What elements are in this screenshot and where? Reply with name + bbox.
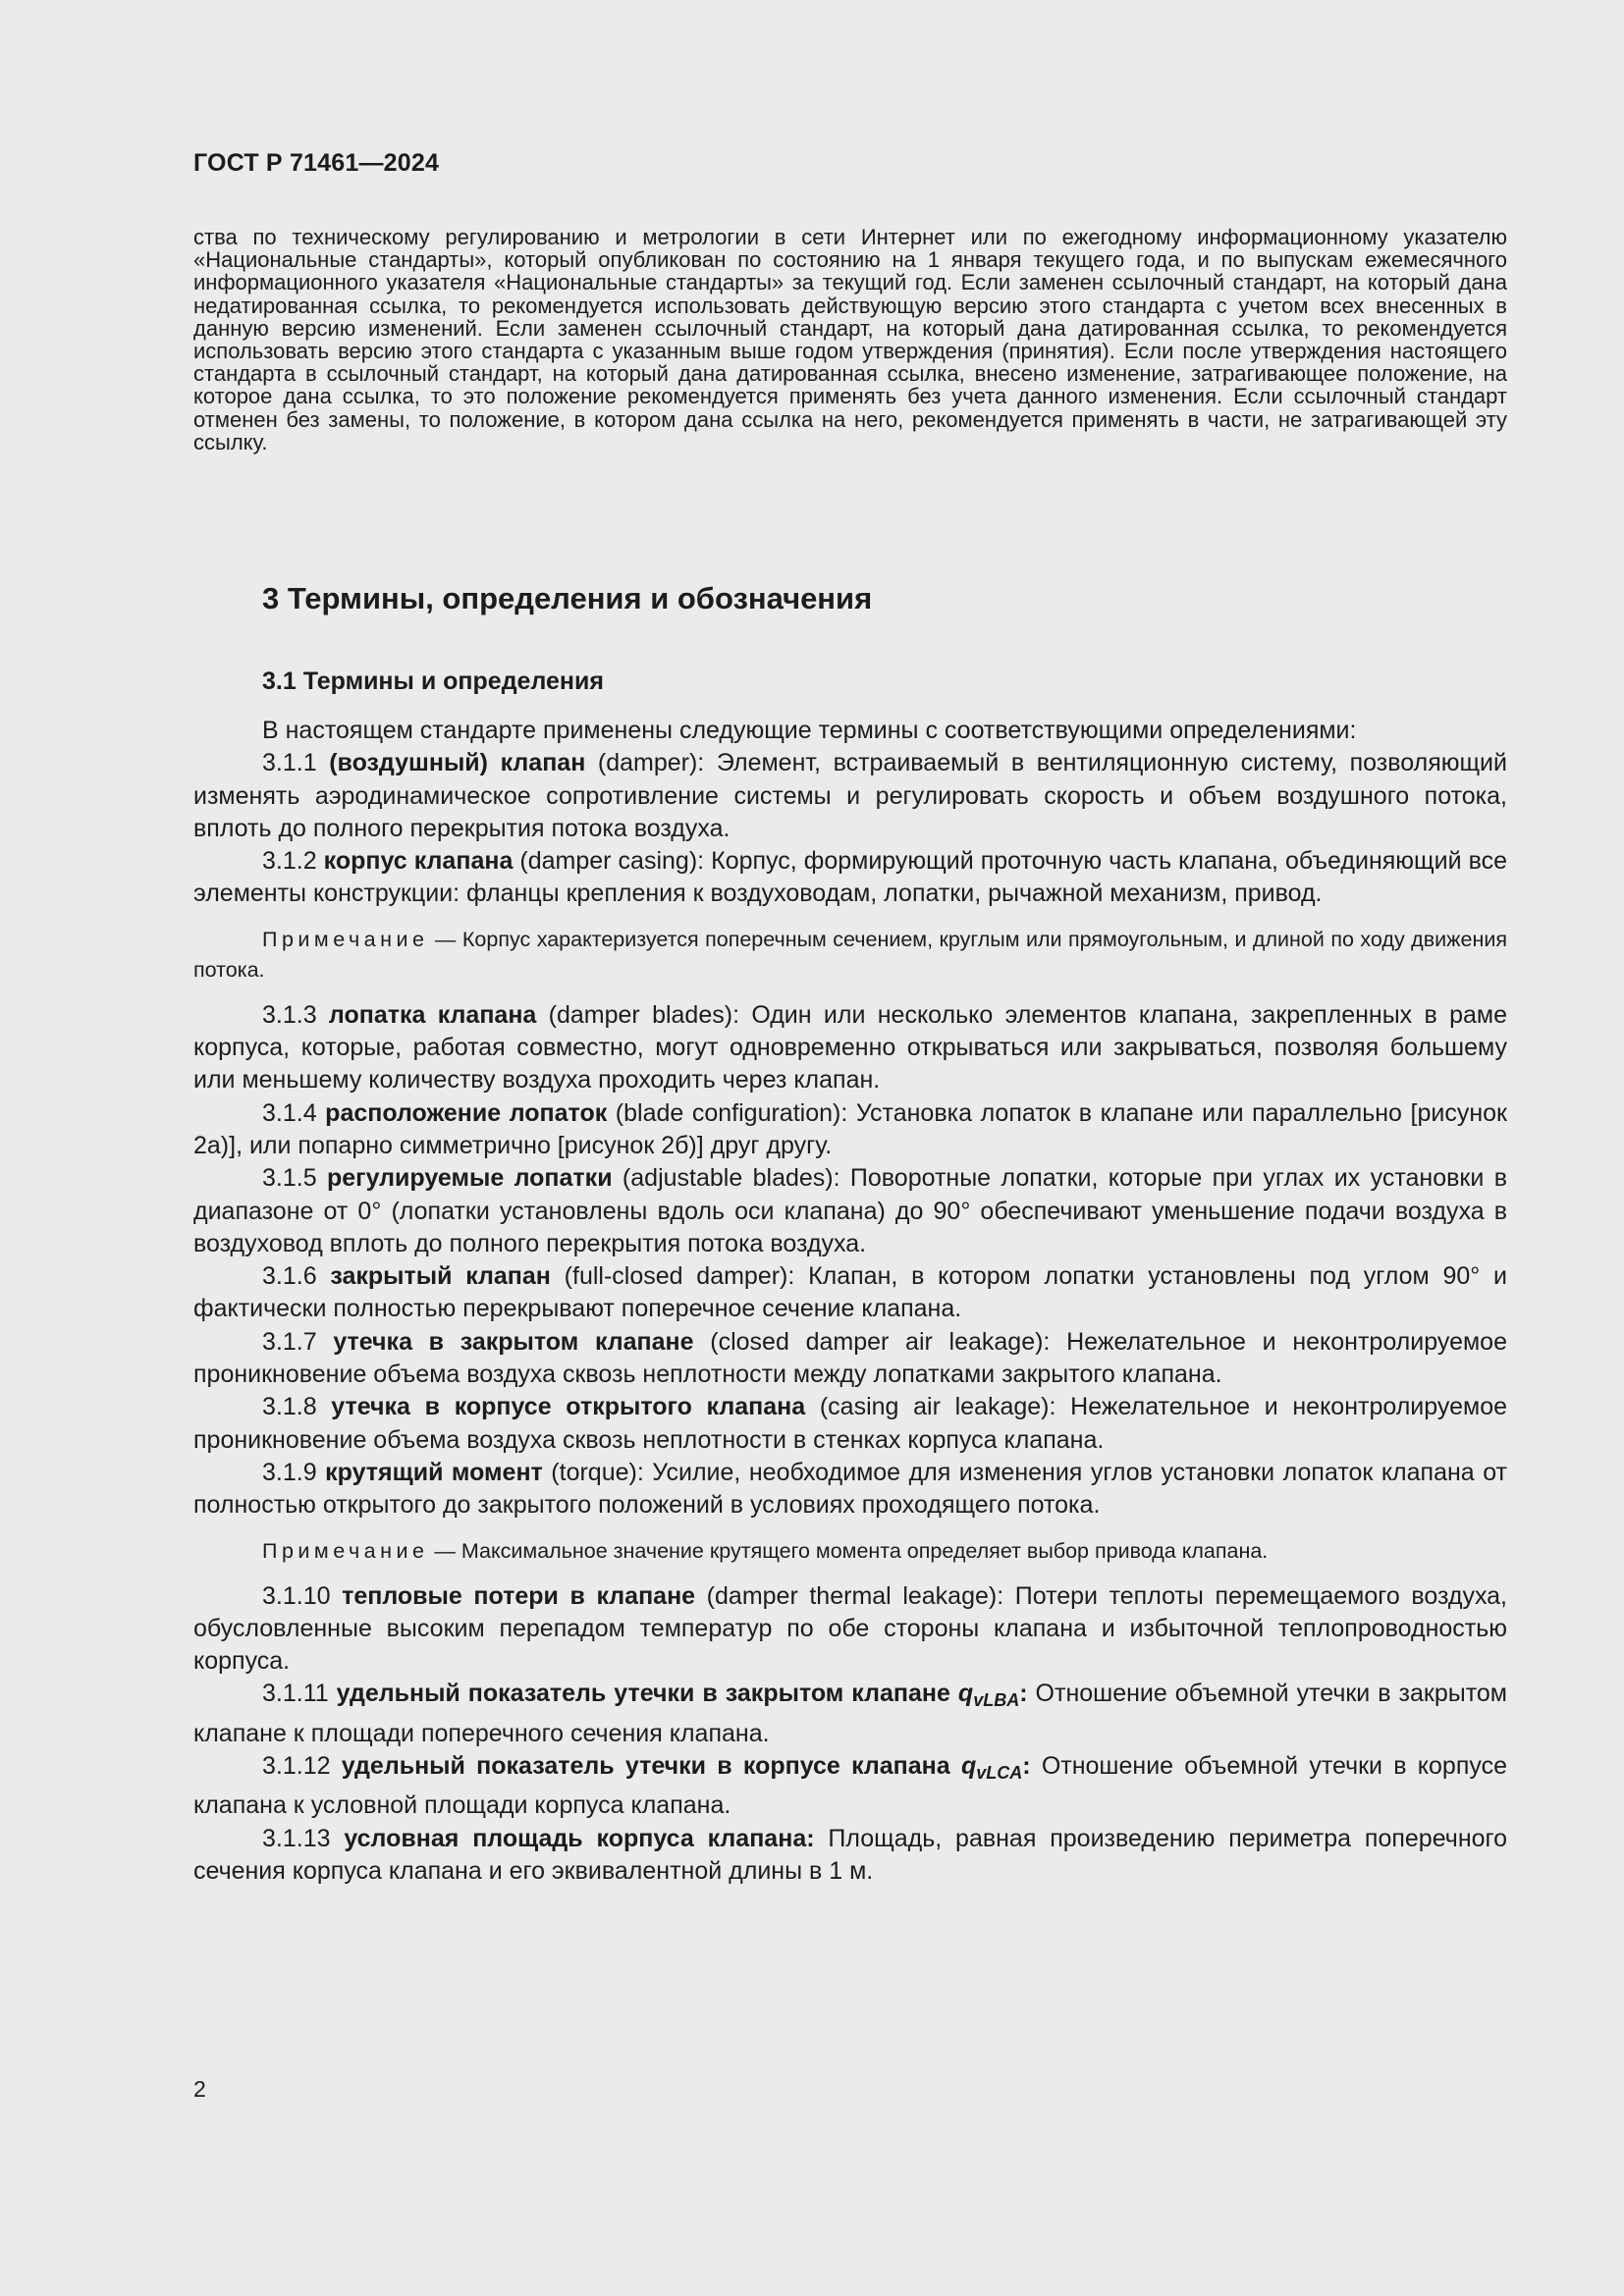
term-definition: (adjustable blades): Поворотные лопатки, которые при углах их установки в диапазоне от 0° (лопатки установлены вдоль оси клапана) до 90° обеспечивают уменьшение подачи воздуха в воздуховод вплоть до полного перекрытия потока воздуха.: [193, 1164, 1507, 1257]
term-name: тепловые потери в клапане: [342, 1581, 696, 1610]
term-name: (воздушный) клапан: [329, 749, 586, 777]
term-name: закрытый клапан: [330, 1262, 551, 1291]
term-number: 3.1.4: [262, 1098, 326, 1127]
term-name: удельный показатель утечки в корпусе клапана: [341, 1752, 961, 1781]
term-entry: [193, 1326, 1507, 1392]
term-name: условная площадь корпуса клапана:: [344, 1824, 815, 1852]
term-number: 3.1.8: [262, 1393, 332, 1421]
term-definition: (torque): Усилие, необходимое для изменения углов установки лопаток клапана от полностью открытого до закрытого положений в условиях проходящего потока.: [193, 1458, 1507, 1520]
term-entry: [193, 1260, 1507, 1326]
term-definition: (damper blades): Один или несколько элементов клапана, закрепленных в раме корпуса, которые, работая совместно, могут одновременно открываться или закрываться, позволяя большему или меньшему количеству воздуха проходить через клапан.: [193, 1000, 1507, 1095]
note-label: Примечание: [262, 1538, 429, 1563]
term-name: регулируемые лопатки: [326, 1164, 613, 1193]
term-name: расположение лопаток: [325, 1098, 608, 1127]
term-number: 3.1.3: [262, 1000, 329, 1029]
term-colon: :: [1019, 1680, 1028, 1708]
term-number: 3.1.2: [262, 847, 324, 876]
term-entry: [193, 1391, 1507, 1457]
term-symbol: [960, 1752, 1023, 1784]
term-definition: (damper thermal leakage): Потери теплоты перемещаемого воздуха, обусловленные высоким перепадом температур по обе стороны клапана и избыточной теплопроводностью корпуса.: [193, 1581, 1508, 1676]
term-number: 3.1.12: [262, 1752, 342, 1781]
term-entry: [193, 747, 1507, 845]
symbol-base: q: [957, 1680, 974, 1708]
term-number: 3.1.5: [262, 1164, 327, 1193]
term-colon: :: [1022, 1752, 1031, 1781]
term-entry: [193, 1823, 1507, 1889]
section-title: 3 Термины, определения и обозначения: [262, 581, 873, 615]
term-name: утечка в закрытом клапане: [333, 1327, 694, 1356]
note-dash: —: [428, 1538, 461, 1563]
note-text: Корпус характеризуется поперечным сечением, круглым или прямоугольным, и длиной по ходу движения потока.: [193, 927, 1508, 982]
term-number: 3.1.13: [262, 1824, 345, 1852]
term-number: 3.1.10: [262, 1581, 343, 1610]
term-number: 3.1.6: [262, 1262, 331, 1291]
term-number: 3.1.7: [262, 1327, 334, 1356]
term-name: лопатка клапана: [328, 1000, 537, 1029]
intro-paragraph: ства по техническому регулированию и метрологии в сети Интернет или по ежегодному информационному указателю «Национальные стандарты», который опубликован по состоянию на 1 января текущего года, и по выпускам ежемесячного информационного указателя «Национальные стандарты» за текущий год. Если заменен ссылочный стандарт, на который дана недатированная ссылка, то рекомендуется использовать действующую версию этого стандарта с учетом всех внесенных в данную версию изменений. Если заменен ссылочный стандарт, на который дана датированная ссылка, то рекомендуется использовать версию этого стандарта с указанным выше годом утверждения (принятия). Если после утверждения настоящего стандарта в ссылочный стандарт, на который дана датированная ссылка, внесено изменение, затрагивающее положение, на которое дана ссылка, то это положение рекомендуется применять без учета данного изменения. Если ссылочный стандарт отменен без замены, то положение, в котором дана ссылка на него, рекомендуется применять в части, не затрагивающей эту ссылку.: [193, 225, 1507, 454]
terms-intro: В настоящем стандарте применены следующие термины с соответствующими определениями:: [262, 717, 1357, 744]
symbol-subscript: vLBA: [973, 1690, 1020, 1711]
term-definition: (full-closed damper): Клапан, в котором лопатки установлены под углом 90° и фактически полностью перекрывают поперечное сечение клапана.: [193, 1262, 1507, 1323]
term-entry: [193, 1678, 1507, 1750]
terms-body: [193, 715, 1507, 1888]
note: [193, 925, 1507, 986]
term-definition: (damper casing): Корпус, формирующий проточную часть клапана, объединяющий все элементы конструкции: фланцы крепления к воздуховодам, лопатки, рычажной механизм, привод.: [193, 847, 1507, 908]
term-number: 3.1.9: [262, 1458, 326, 1486]
term-entry: [193, 1162, 1507, 1260]
term-number: 3.1.11: [262, 1680, 337, 1708]
note-label: Примечание: [262, 927, 429, 951]
term-definition: (closed damper air leakage): Нежелательное и неконтролируемое проникновение объема воздуха сквозь неплотности между лопатками закрытого клапана.: [193, 1327, 1507, 1389]
symbol-base: q: [960, 1752, 977, 1781]
term-definition: (damper): Элемент, встраиваемый в вентиляционную систему, позволяющий изменять аэродинамическое сопротивление системы и регулировать скорость и объем воздушного потока, вплоть до полного перекрытия потока воздуха.: [193, 749, 1507, 842]
note-dash: —: [428, 927, 462, 951]
term-entry: [193, 1580, 1507, 1679]
term-definition: (casing air leakage): Нежелательное и неконтролируемое проникновение объема воздуха сквозь неплотности в стенках корпуса клапана.: [193, 1393, 1507, 1454]
note-text: Максимальное значение крутящего момента определяет выбор привода клапана.: [460, 1538, 1269, 1563]
term-name: удельный показатель утечки в закрытом клапане: [336, 1680, 958, 1708]
document-header: ГОСТ Р 71461—2024: [193, 149, 440, 177]
term-definition: (blade configuration): Установка лопаток в клапане или параллельно [рисунок 2а)], или попарно симметрично [рисунок 2б)] друг другу.: [193, 1098, 1507, 1159]
subsection-title: 3.1 Термины и определения: [262, 667, 604, 695]
term-entry: [193, 1097, 1507, 1163]
page-number: 2: [193, 2076, 206, 2102]
term-definition: Отношение объемной утечки в закрытом клапане к площади поперечного сечения клапана.: [193, 1680, 1507, 1747]
term-number: 3.1.1: [262, 749, 330, 777]
term-name: утечка в корпусе открытого клапана: [331, 1393, 806, 1421]
term-definition: Отношение объемной утечки в корпусе клапана к условной площади корпуса клапана.: [193, 1752, 1507, 1820]
term-name: крутящий момент: [325, 1458, 543, 1486]
term-entry: [193, 1457, 1507, 1522]
term-name: корпус клапана: [323, 847, 514, 876]
symbol-subscript: vLCA: [976, 1763, 1023, 1784]
term-entry: [193, 1750, 1507, 1823]
note: [193, 1536, 1507, 1567]
term-definition: Площадь, равная произведению периметра поперечного сечения корпуса клапана и его эквивалентной длины в 1 м.: [193, 1824, 1507, 1885]
term-entry: [193, 845, 1507, 911]
terms-list: [193, 747, 1507, 1888]
term-entry: [193, 999, 1507, 1097]
term-symbol: [957, 1680, 1020, 1711]
